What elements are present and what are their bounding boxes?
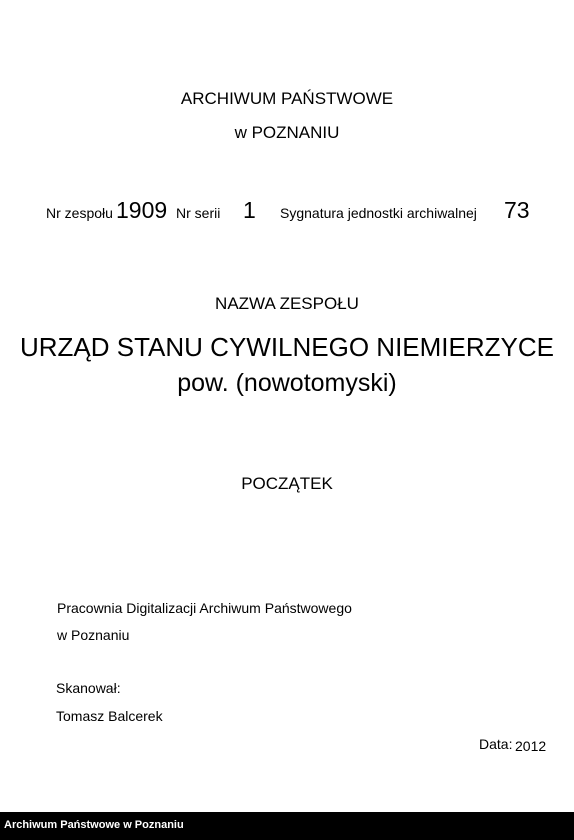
scanned-by-name: Tomasz Balcerek <box>56 708 163 724</box>
date-label: Data: <box>479 736 513 752</box>
fonds-name-label: NAZWA ZESPOŁU <box>215 294 359 313</box>
fonds-title: URZĄD STANU CYWILNEGO NIEMIERZYCE <box>19 332 554 362</box>
fonds-number-label: Nr zespołu <box>46 205 113 221</box>
fonds-number-value: 1909 <box>116 197 168 223</box>
series-number-label: Nr serii <box>176 205 221 221</box>
lab-city: w Poznaniu <box>57 627 130 643</box>
footer-bar <box>0 812 574 840</box>
date-value: 2012 <box>515 738 547 754</box>
section-label: POCZĄTEK <box>241 474 333 493</box>
footer-text: Archiwum Państwowe w Poznaniu <box>4 819 184 831</box>
archive-city: w POZNANIU <box>234 123 340 142</box>
series-number-value: 1 <box>243 197 256 223</box>
archive-name: ARCHIWUM PAŃSTWOWE <box>180 89 394 108</box>
scanned-by-label: Skanował: <box>56 680 121 696</box>
signature-value: 73 <box>504 197 530 223</box>
signature-label: Sygnatura jednostki archiwalnej <box>280 205 477 221</box>
lab-name: Pracownia Digitalizacji Archiwum Państwowego <box>57 600 352 616</box>
fonds-subtitle: pow. (nowotomyski) <box>177 369 397 397</box>
